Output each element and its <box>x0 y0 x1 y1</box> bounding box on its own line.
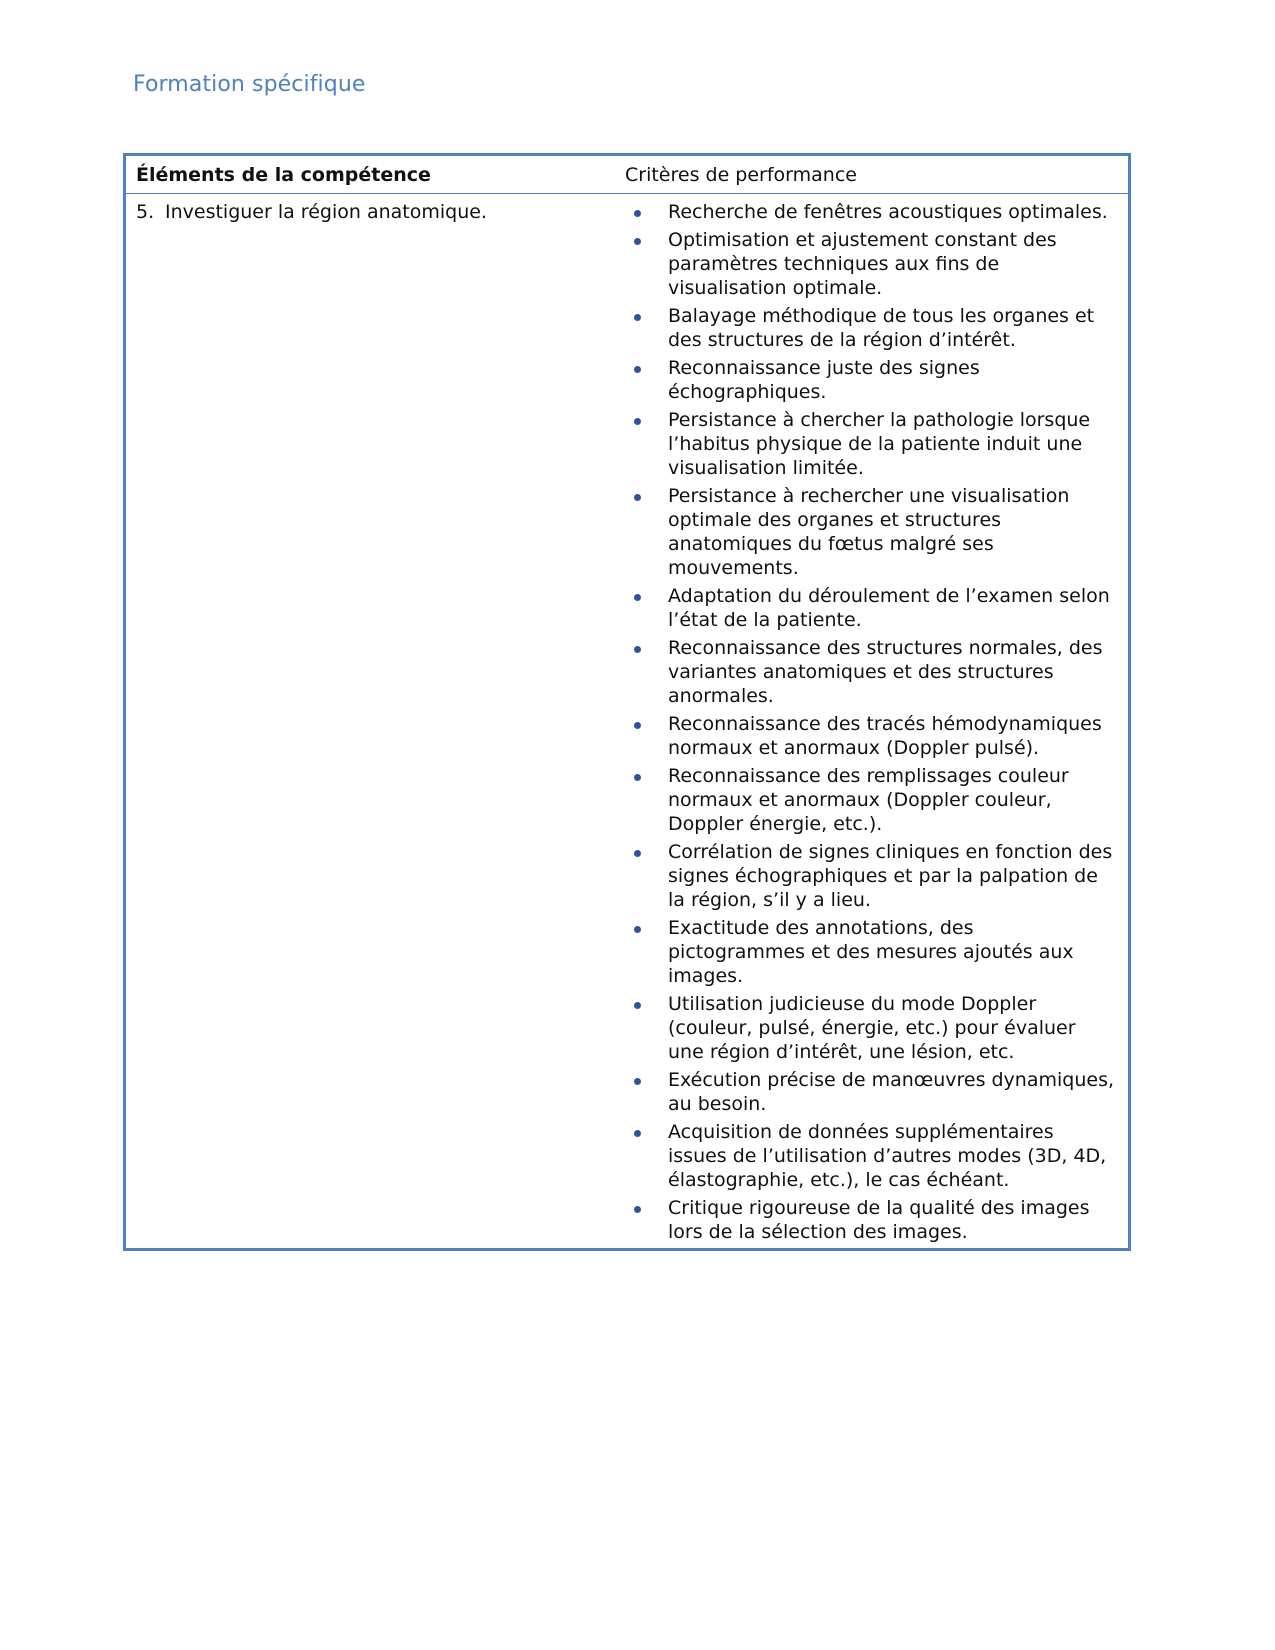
bullet-icon <box>625 764 668 836</box>
criteria-item <box>625 484 1128 580</box>
criteria-text: Balayage méthodique de tous les organes et des structures de la région d’intérêt. <box>668 305 1095 351</box>
criteria-item <box>625 1068 1128 1116</box>
criteria-item <box>625 992 1128 1064</box>
bullet-icon <box>625 200 668 224</box>
criteria-cell <box>625 200 1128 1244</box>
criteria-item <box>625 636 1128 708</box>
column-header-criteria: Critères de performance <box>625 163 857 186</box>
bullet-icon <box>625 916 668 988</box>
bullet-icon <box>625 1120 668 1192</box>
criteria-text: Optimisation et ajustement constant des paramètres techniques aux fins de visualisation optimale. <box>668 229 1057 299</box>
criteria-text: Recherche de fenêtres acoustiques optimales. <box>668 201 1108 223</box>
criteria-item <box>625 200 1128 224</box>
criteria-text: Reconnaissance juste des signes échographiques. <box>668 357 980 403</box>
elements-cell <box>126 200 625 1244</box>
criteria-item <box>625 840 1128 912</box>
bullet-icon <box>625 1068 668 1116</box>
criteria-item <box>625 916 1128 988</box>
criteria-item <box>625 584 1128 632</box>
bullet-icon <box>625 712 668 760</box>
competence-table <box>123 153 1131 1251</box>
bullet-icon <box>625 356 668 404</box>
criteria-text: Exactitude des annotations, des pictogrammes et des mesures ajoutés aux images. <box>668 917 1074 987</box>
criteria-text: Exécution précise de manœuvres dynamiques, au besoin. <box>668 1069 1115 1115</box>
page-header-title: Formation spécifique <box>133 72 366 97</box>
criteria-item <box>625 356 1128 404</box>
bullet-icon <box>625 636 668 708</box>
criteria-text: Corrélation de signes cliniques en fonction des signes échographiques et par la palpation de la région, s’il y a lieu. <box>668 841 1113 911</box>
criteria-item <box>625 712 1128 760</box>
element-label: Investiguer la région anatomique. <box>165 201 487 223</box>
element-number: 5. <box>136 201 155 223</box>
criteria-text: Adaptation du déroulement de l’examen selon l’état de la patiente. <box>668 585 1110 631</box>
bullet-icon <box>625 228 668 300</box>
element-item <box>136 200 625 224</box>
table-row <box>126 194 1128 1248</box>
criteria-text: Reconnaissance des tracés hémodynamiques normaux et anormaux (Doppler pulsé). <box>668 713 1102 759</box>
criteria-list <box>625 200 1128 1244</box>
criteria-text: Persistance à chercher la pathologie lorsque l’habitus physique de la patiente induit une visualisation limitée. <box>668 409 1091 479</box>
criteria-text: Reconnaissance des remplissages couleur normaux et anormaux (Doppler couleur, Doppler énergie, etc.). <box>668 765 1069 835</box>
bullet-icon <box>625 484 668 580</box>
bullet-icon <box>625 304 668 352</box>
criteria-text: Critique rigoureuse de la qualité des images lors de la sélection des images. <box>668 1197 1090 1243</box>
criteria-text: Persistance à rechercher une visualisation optimale des organes et structures anatomiques du fœtus malgré ses mouvements. <box>668 485 1070 579</box>
table-header-row <box>126 156 1128 194</box>
criteria-item <box>625 1196 1128 1244</box>
criteria-item <box>625 764 1128 836</box>
criteria-item <box>625 408 1128 480</box>
bullet-icon <box>625 1196 668 1244</box>
bullet-icon <box>625 840 668 912</box>
column-header-elements: Éléments de la compétence <box>136 163 431 186</box>
criteria-text: Reconnaissance des structures normales, des variantes anatomiques et des structures anormales. <box>668 637 1103 707</box>
bullet-icon <box>625 408 668 480</box>
criteria-text: Acquisition de données supplémentaires issues de l’utilisation d’autres modes (3D, 4D, élastographie, etc.), le cas échéant. <box>668 1121 1107 1191</box>
bullet-icon <box>625 584 668 632</box>
criteria-item <box>625 304 1128 352</box>
bullet-icon <box>625 992 668 1064</box>
criteria-text: Utilisation judicieuse du mode Doppler (couleur, pulsé, énergie, etc.) pour évaluer une région d’intérêt, une lésion, etc. <box>668 993 1076 1063</box>
criteria-item <box>625 1120 1128 1192</box>
criteria-item <box>625 228 1128 300</box>
